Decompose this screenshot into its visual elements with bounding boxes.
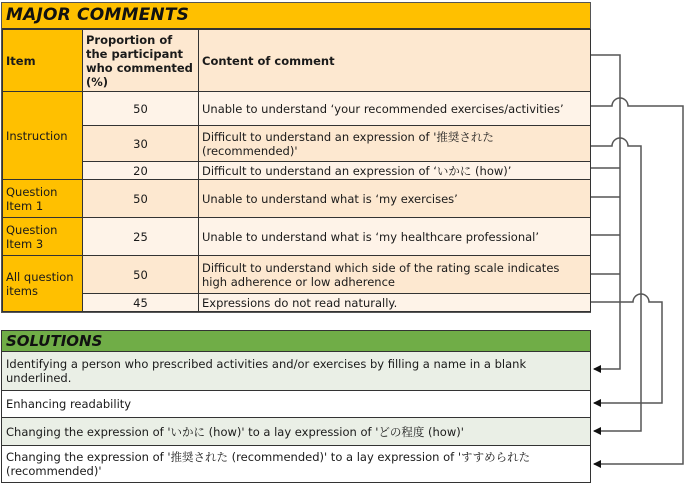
comment-cell: Unable to understand ‘your recommended exercises/activities’: [199, 92, 591, 126]
item-question-1: Question Item 1: [3, 180, 83, 218]
proportion-cell: 50: [83, 256, 199, 294]
solutions-title: SOLUTIONS: [2, 331, 590, 352]
solution-item: Identifying a person who prescribed activities and/or exercises by filling a name in a blank underlined.: [2, 352, 590, 391]
table-row: [3, 126, 591, 162]
table-row: [3, 162, 591, 180]
solution-item: Changing the expression of '推奨された (recommended)' to a lay expression of 'すすめられた (recommended)': [2, 446, 590, 482]
header-content: Content of comment: [199, 30, 591, 92]
item-all-questions: All question items: [3, 256, 83, 312]
table-row: [3, 256, 591, 294]
comments-grid: [2, 29, 591, 312]
comment-cell: Difficult to understand an expression of ‘いかに (how)’: [199, 162, 591, 180]
solutions-box: [1, 330, 591, 483]
item-instruction: Instruction: [3, 92, 83, 180]
major-comments-table: [1, 2, 591, 313]
table-row: [3, 180, 591, 218]
proportion-cell: 30: [83, 126, 199, 162]
table-row: [3, 92, 591, 126]
proportion-cell: 45: [83, 294, 199, 312]
proportion-cell: 50: [83, 92, 199, 126]
header-item: Item: [3, 30, 83, 92]
table-row: [3, 294, 591, 312]
header-proportion: Proportion of the participant who commented (%): [83, 30, 199, 92]
major-comments-title: MAJOR COMMENTS: [2, 3, 590, 29]
comment-cell: Unable to understand what is ‘my healthcare professional’: [199, 218, 591, 256]
comment-cell: Expressions do not read naturally.: [199, 294, 591, 312]
proportion-cell: 20: [83, 162, 199, 180]
comment-cell: Difficult to understand which side of the rating scale indicates high adherence or low adherence: [199, 256, 591, 294]
proportion-cell: 25: [83, 218, 199, 256]
solution-item: Enhancing readability: [2, 391, 590, 418]
table-row: [3, 218, 591, 256]
comment-cell: Unable to understand what is ‘my exercises’: [199, 180, 591, 218]
solution-item: Changing the expression of 'いかに (how)' to a lay expression of 'どの程度 (how)': [2, 418, 590, 446]
comment-cell: Difficult to understand an expression of '推奨された (recommended)': [199, 126, 591, 162]
item-question-3: Question Item 3: [3, 218, 83, 256]
proportion-cell: 50: [83, 180, 199, 218]
